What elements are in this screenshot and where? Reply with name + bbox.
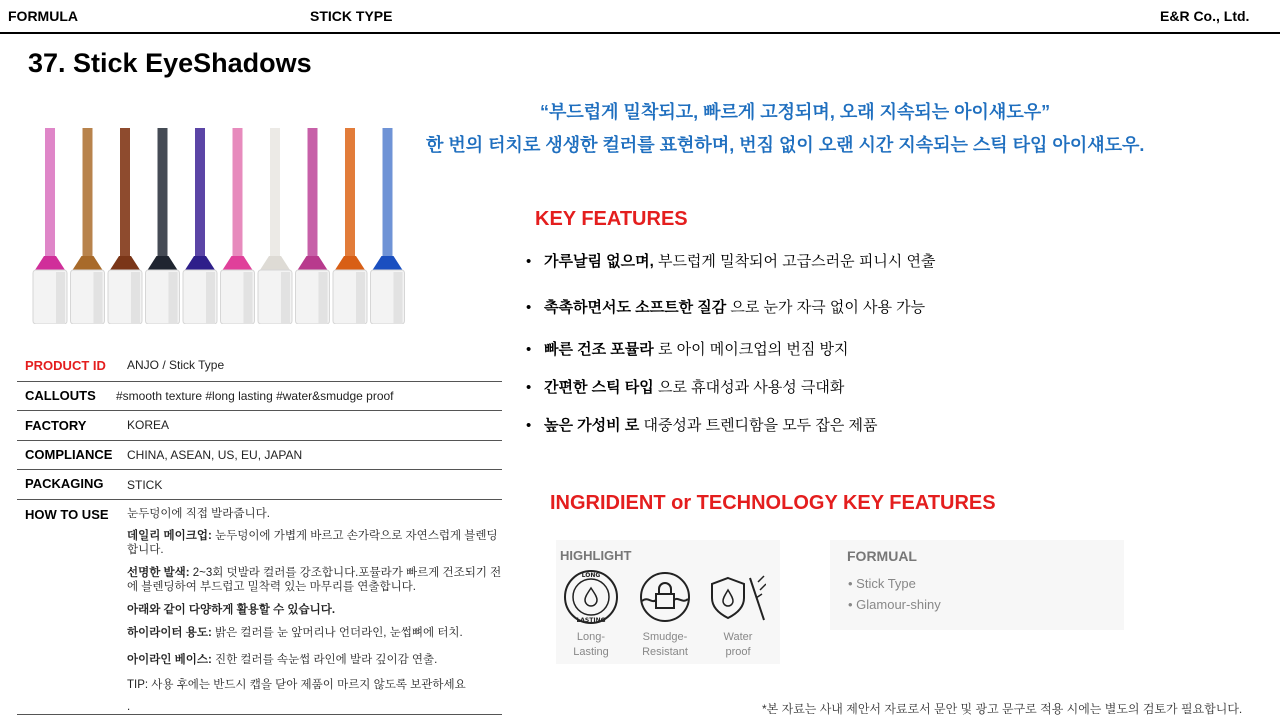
packaging-label: PACKAGING [25,476,104,491]
product-id-value: ANJO / Stick Type [127,358,225,372]
eyeshadow-stick [71,128,105,324]
how-to-liner: 아이라인 베이스: 진한 컬러를 속눈썹 라인에 발라 깊이감 연출. [127,654,438,666]
compliance-value: CHINA, ASEAN, US, EU, JAPAN [127,448,303,462]
how-to-highlighter: 하이라이터 용도: 밝은 컬러를 눈 앞머리나 언더라인, 눈썹뼈에 터치. [127,627,463,639]
waterproof-label: Water proof [723,631,753,658]
eyeshadow-stick [258,128,292,324]
table-row-callouts [17,382,502,411]
how-to-daily: 데일리 메이크업: 눈두덩이에 가볍게 바르고 손가락으로 자연스럽게 블렌딩합니다. [127,530,498,556]
formula-item: • Stick Type [848,576,916,591]
tagline-quote: “부드럽게 밀착되고, 빠르게 고정되며, 오래 지속되는 아이섀도우” [540,102,1051,122]
long-lasting-label: Long- Lasting [573,631,609,658]
product-sticks-image [32,128,412,324]
smudge-resistant-label: Smudge- Resistant [642,631,688,658]
formula-item: • Glamour-shiny [848,597,941,612]
factory-value: KOREA [127,418,170,432]
key-feature-item: • 촉촉하면서도 소프트한 질감 으로 눈가 자극 없이 사용 가능 [526,299,926,316]
eyeshadow-stick [33,128,67,324]
table-row-factory [17,411,502,441]
table-row-product-id [17,350,502,382]
eyeshadow-stick [371,128,405,324]
table-row-packaging [17,470,502,500]
how-to-various: 아래와 같이 다양하게 활용할 수 있습니다. [127,604,336,616]
long-lasting-icon [562,568,620,626]
how-to-tip: TIP: 사용 후에는 반드시 캡을 닫아 제품이 마르지 않도록 보관하세요 [127,679,466,691]
callouts-label: CALLOUTS [25,388,96,403]
ingredient-heading: INGRIDIENT or TECHNOLOGY KEY FEATURES [550,492,996,514]
eyeshadow-stick [183,128,217,324]
header-type: STICK TYPE [310,8,393,24]
factory-label: FACTORY [25,418,87,433]
key-feature-item: • 간편한 스틱 타입 으로 휴대성과 사용성 극대화 [526,379,845,396]
page-title: 37. Stick EyeShadows [28,48,312,78]
header-formula: FORMULA [8,8,78,24]
formula-title: FORMUAL [847,548,917,564]
how-to-use-label: HOW TO USE [25,507,109,522]
smudge-resistant-icon [636,568,694,626]
highlight-title: HIGHLIGHT [560,548,632,563]
tagline-description: 한 번의 터치로 생생한 컬러를 표현하며, 번짐 없이 오랜 시간 지속되는 스틱 타입 아이섀도우. [426,135,1145,155]
eyeshadow-stick [108,128,142,324]
how-to-intro: 눈두덩이에 직접 발라줍니다. [127,508,270,520]
how-to-vivid: 선명한 발색: 2~3회 덧발라 컬러를 강조합니다.포뮬라가 빠르게 건조되기 전에 블렌딩하여 부드럽고 밀착력 있는 마무리를 연출합니다. [127,567,502,593]
footer-disclaimer: *본 자료는 사내 제안서 자료로서 문안 및 광고 문구로 적용 시에는 별도의 검토가 필요합니다. [762,702,1243,716]
compliance-label: COMPLIANCE [25,447,113,462]
table-row-compliance [17,441,502,470]
waterproof-icon [708,568,766,626]
eyeshadow-stick [296,128,330,324]
header-company: E&R Co., Ltd. [1160,8,1250,24]
svg-text:LONG: LONG [581,572,601,579]
key-features-heading: KEY FEATURES [535,208,688,230]
key-feature-item: • 가루날림 없으며, 부드럽게 밀착되어 고급스러운 피니시 연출 [526,253,936,270]
packaging-value: STICK [127,478,163,492]
eyeshadow-stick [333,128,367,324]
product-id-label: PRODUCT ID [25,358,106,373]
key-feature-item: • 빠른 건조 포뮬라 로 아이 메이크업의 번짐 방지 [526,341,849,358]
callouts-value: #smooth texture #long lasting #water&smudge proof [116,389,394,403]
eyeshadow-stick [146,128,180,324]
svg-text:LASTING: LASTING [576,617,606,624]
how-to-tip-end: . [127,701,131,713]
eyeshadow-stick [221,128,255,324]
key-feature-item: • 높은 가성비 로 대중성과 트렌디함을 모두 잡은 제품 [526,417,878,434]
top-header-bar [0,0,1280,34]
